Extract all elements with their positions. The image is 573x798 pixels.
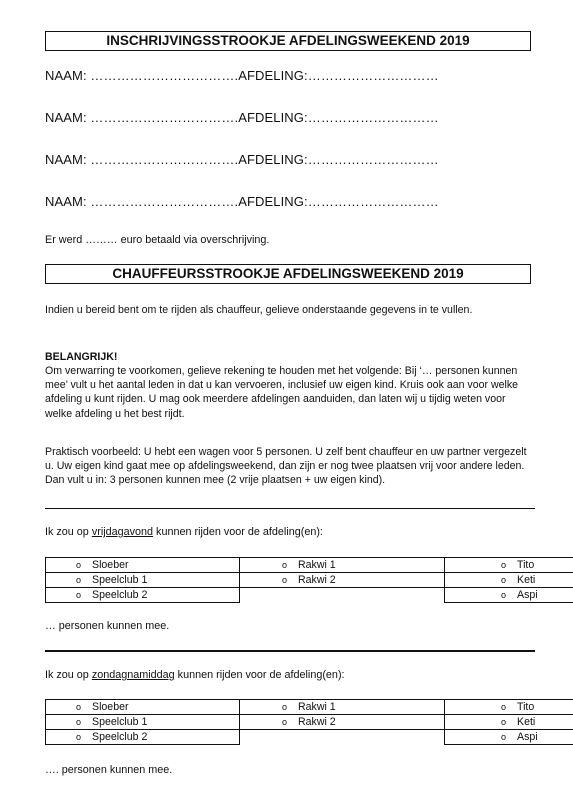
sunday-option-speelclub-1[interactable]: o Speelclub 1 <box>46 715 240 730</box>
friday-option-aspi[interactable]: o Aspi <box>445 588 573 603</box>
friday-option-rakwi-2[interactable]: o Rakwi 2 <box>240 573 445 588</box>
sunday-option-aspi[interactable]: o Aspi <box>445 730 573 745</box>
sunday-option-rakwi-1[interactable]: o Rakwi 1 <box>240 700 445 715</box>
checkbox-circle-icon: o <box>501 731 507 742</box>
checkbox-circle-icon: o <box>76 589 82 600</box>
friday-option-rakwi-1[interactable]: o Rakwi 1 <box>240 558 445 573</box>
checkbox-circle-icon: o <box>76 701 82 712</box>
checkbox-circle-icon: o <box>501 559 507 570</box>
friday-option-speelclub-2[interactable]: o Speelclub 2 <box>46 588 240 603</box>
friday-statement: Ik zou op vrijdagavond kunnen rijden voor de afdeling(en): <box>45 526 323 538</box>
sunday-day: zondagnamiddag <box>91 669 175 681</box>
friday-option-tito[interactable]: o Tito <box>445 558 573 573</box>
checkbox-circle-icon: o <box>501 574 507 585</box>
payment-line: Er werd ……… euro betaald via overschrijving. <box>45 234 270 246</box>
checkbox-circle-icon: o <box>282 716 288 727</box>
friday-persons: … personen kunnen mee. <box>45 620 170 632</box>
checkbox-circle-icon: o <box>76 559 82 570</box>
name-department-line-4: NAAM: …………………………….AFDELING:………………………… <box>45 194 439 209</box>
divider-line-thick <box>45 650 535 652</box>
sunday-option-rakwi-2[interactable]: o Rakwi 2 <box>240 715 445 730</box>
sunday-option-sloeber[interactable]: o Sloeber <box>46 700 240 715</box>
checkbox-circle-icon: o <box>501 589 507 600</box>
checkbox-circle-icon: o <box>501 701 507 712</box>
name-department-line-2: NAAM: …………………………….AFDELING:………………………… <box>45 110 439 125</box>
friday-option-keti[interactable]: o Keti <box>445 573 573 588</box>
driver-intro: Indien u bereid bent om te rijden als chauffeur, gelieve onderstaande gegevens in te vullen. <box>45 304 473 316</box>
friday-option-speelclub-1[interactable]: o Speelclub 1 <box>46 573 240 588</box>
important-heading: BELANGRIJK! <box>45 351 118 363</box>
friday-day: vrijdagavond <box>91 526 154 538</box>
checkbox-circle-icon: o <box>76 716 82 727</box>
checkbox-circle-icon: o <box>282 574 288 585</box>
friday-option-sloeber[interactable]: o Sloeber <box>46 558 240 573</box>
driver-title: CHAUFFEURSSTROOKJE AFDELINGSWEEKEND 2019 <box>45 264 531 284</box>
checkbox-circle-icon: o <box>76 731 82 742</box>
sunday-groups-table <box>45 699 573 745</box>
sunday-statement: Ik zou op zondagnamiddag kunnen rijden voor de afdeling(en): <box>45 669 345 681</box>
sunday-persons: …. personen kunnen mee. <box>45 764 173 776</box>
friday-groups-table <box>45 557 573 603</box>
practical-example: Praktisch voorbeeld: U hebt een wagen voor 5 personen. U zelf bent chauffeur en uw partner vergezelt u. Uw eigen kind gaat mee op afdelingsweekend, dan zijn er nog twee plaatsen vrij voor andere leden. Dan vult u in: 3 personen kunnen mee (2 vrije plaatsen + uw eigen kind). <box>45 446 527 487</box>
name-department-line-3: NAAM: …………………………….AFDELING:………………………… <box>45 152 439 167</box>
divider-line <box>45 508 535 509</box>
important-text: Om verwarring te voorkomen, gelieve rekening te houden met het volgende: Bij ‘… personen kunnen mee’ vult u het aantal leden in dat u kan vervoeren, inclusief uw eigen kind. Kruis ook aan voor welke afdeling u kunt rijden. U mag ook meerdere afdelingen aanduiden, dan laten wij u tijdig weten voor welke afdeling u het best rijdt. <box>45 365 519 420</box>
checkbox-circle-icon: o <box>282 701 288 712</box>
checkbox-circle-icon: o <box>282 559 288 570</box>
name-department-line-1: NAAM: …………………………….AFDELING:………………………… <box>45 68 439 83</box>
checkbox-circle-icon: o <box>76 574 82 585</box>
sunday-option-tito[interactable]: o Tito <box>445 700 573 715</box>
registration-title: INSCHRIJVINGSSTROOKJE AFDELINGSWEEKEND 2019 <box>45 31 531 51</box>
sunday-option-keti[interactable]: o Keti <box>445 715 573 730</box>
checkbox-circle-icon: o <box>501 716 507 727</box>
sunday-option-speelclub-2[interactable]: o Speelclub 2 <box>46 730 240 745</box>
